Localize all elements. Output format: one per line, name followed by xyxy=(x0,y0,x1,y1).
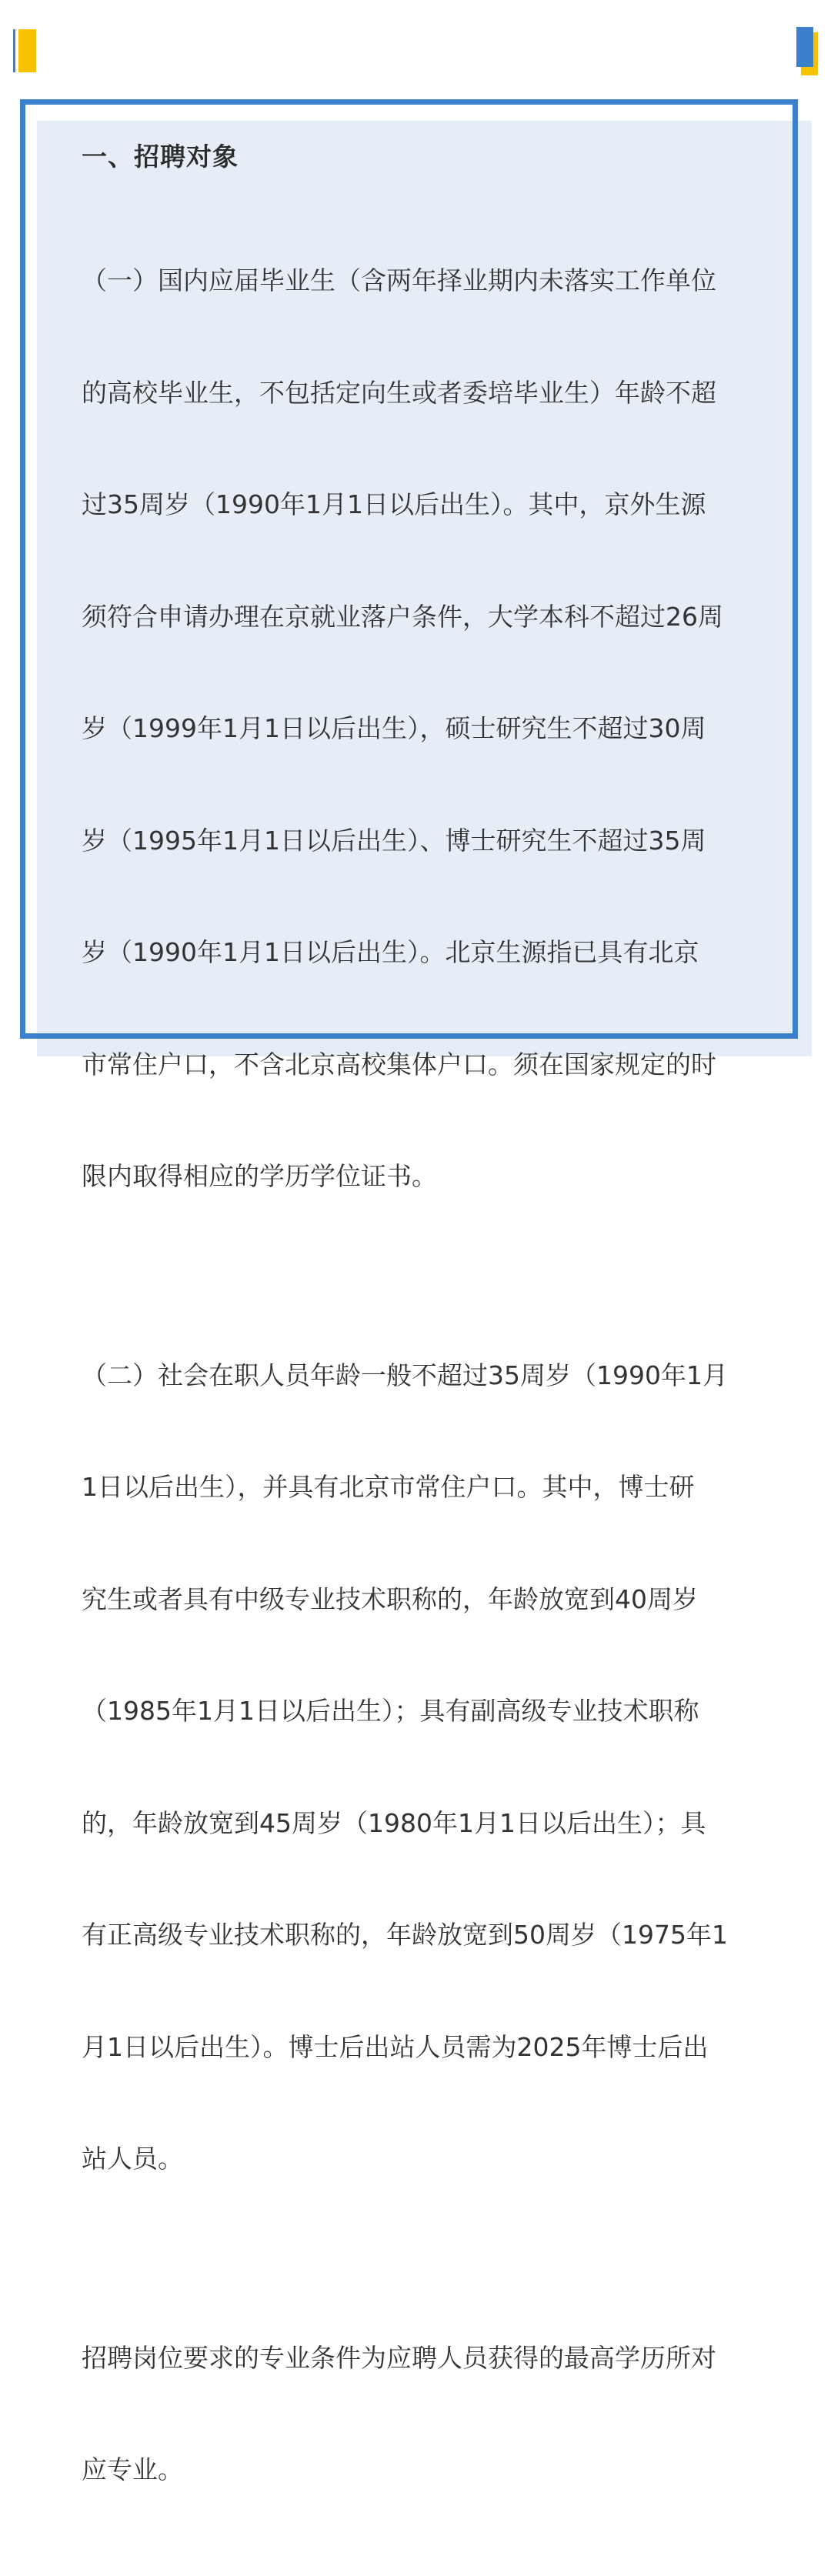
text-line: 岁（1990年1月1日以后出生）。北京生源指已具有北京 xyxy=(82,937,699,967)
text-line: 站人员。 xyxy=(82,2144,183,2174)
section-content xyxy=(82,138,766,2576)
text-line: （二）社会在职人员年龄一般不超过35周岁（1990年1月 xyxy=(82,1360,728,1390)
text-line: （1985年1月1日以后出生）；具有副高级专业技术职称 xyxy=(82,1696,699,1726)
text-line: 须符合申请办理在京就业落户条件，大学本科不超过26周 xyxy=(82,601,723,632)
text-line: 岁（1999年1月1日以后出生），硕士研究生不超过30周 xyxy=(82,713,706,743)
text-line: 究生或者具有中级专业技术职称的，年龄放宽到40周岁 xyxy=(82,1583,698,1614)
text-line: （一）国内应届毕业生（含两年择业期内未落实工作单位 xyxy=(82,265,716,295)
paragraph-major-requirement xyxy=(82,2265,766,2564)
paragraph-fresh-graduates xyxy=(82,188,766,1270)
text-line: 岁（1995年1月1日以后出生）、博士研究生不超过35周 xyxy=(82,825,706,856)
text-line: 市常住户口，不含北京高校集体户口。须在国家规定的时 xyxy=(82,1049,716,1079)
left-accent-bar xyxy=(18,29,36,72)
text-line: 过35周岁（1990年1月1日以后出生）。其中，京外生源 xyxy=(82,489,706,519)
text-line: 有正高级专业技术职称的，年龄放宽到50周岁（1975年1 xyxy=(82,1920,728,1950)
section-heading: 一、招聘对象 xyxy=(82,142,239,172)
text-line: 限内取得相应的学历学位证书。 xyxy=(82,1161,437,1191)
paragraph-employed-staff xyxy=(82,1283,766,2253)
text-line: 的高校毕业生，不包括定向生或者委培毕业生）年龄不超 xyxy=(82,377,716,408)
text-line: 1日以后出生），并具有北京市常住户口。其中，博士研 xyxy=(82,1472,695,1502)
text-line: 的，年龄放宽到45周岁（1980年1月1日以后出生）；具 xyxy=(82,1807,706,1838)
text-line: 月1日以后出生）。博士后出站人员需为2025年博士后出 xyxy=(82,2031,709,2062)
left-accent-line xyxy=(13,29,15,72)
text-line: 应专业。 xyxy=(82,2454,183,2484)
text-line: 招聘岗位要求的专业条件为应聘人员获得的最高学历所对 xyxy=(82,2342,716,2373)
right-accent-bar xyxy=(796,27,813,67)
